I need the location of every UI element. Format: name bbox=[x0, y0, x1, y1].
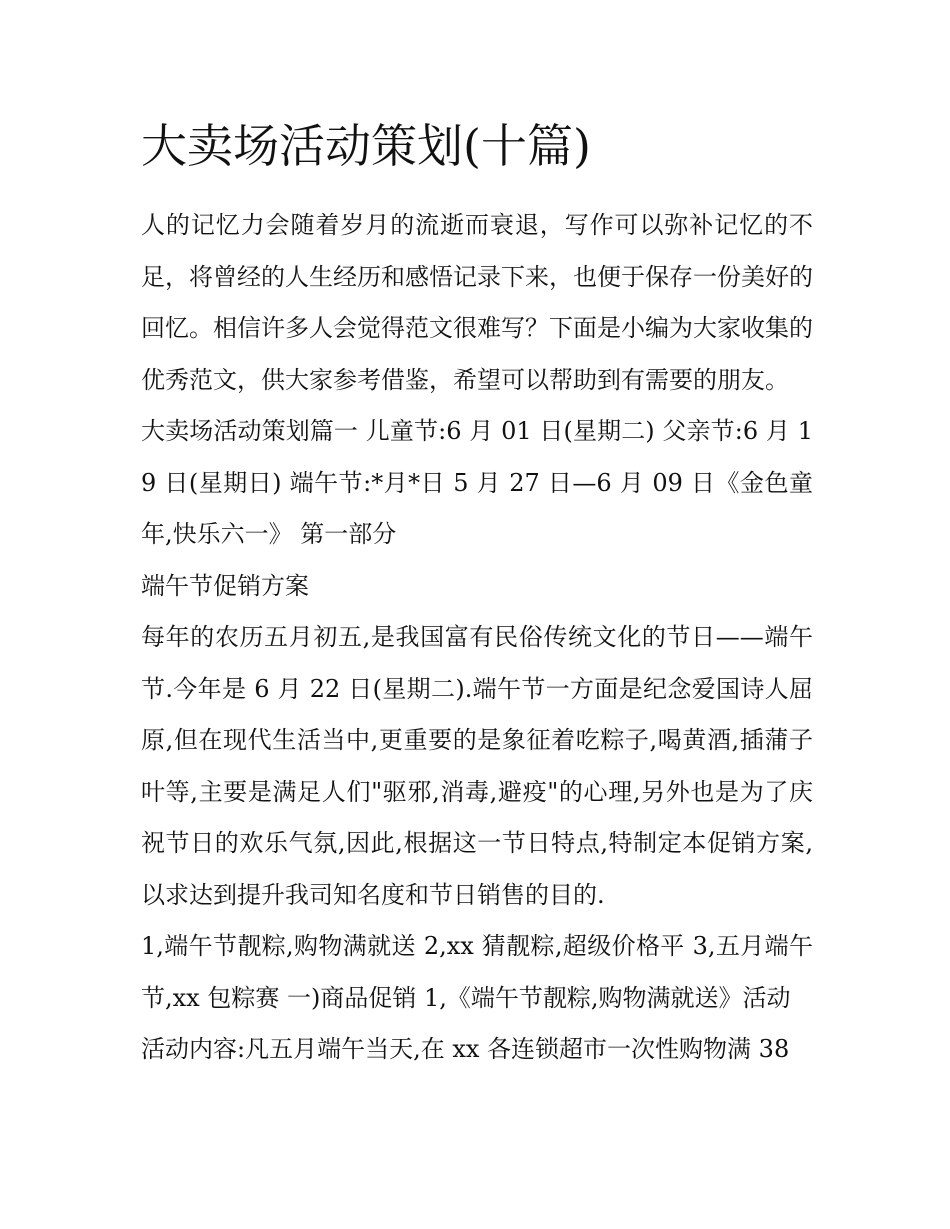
section-one-heading-paragraph: 大卖场活动策划篇一 儿童节:6 月 01 日(星期二) 父亲节:6 月 19 日(星期日) 端午节:*月*日 5 月 27 日—6 月 09 日《金色童年,快乐六一》 第一部分 bbox=[141, 417, 813, 548]
promotion-items-paragraph: 1,端午节靓粽,购物满就送 2,xx 猜靓粽,超级价格平 3,五月端午节,xx 包粽赛 一)商品促销 1,《端午节靓粽,购物满就送》活动 bbox=[141, 932, 813, 1012]
activity-content-paragraph: 活动内容:凡五月端午当天,在 xx 各连锁超市一次性购物满 38 bbox=[141, 1035, 790, 1063]
document-body bbox=[141, 112, 813, 1076]
document-title: 大卖场活动策划(十篇) bbox=[141, 119, 591, 173]
intro-paragraph: 人的记忆力会随着岁月的流逝而衰退，写作可以弥补记忆的不足，将曾经的人生经历和感悟记录下来，也便于保存一份美好的回忆。相信许多人会觉得范文很难写？下面是小编为大家收集的优秀范文，供大家参考借鉴，希望可以帮助到有需要的朋友。 bbox=[141, 211, 813, 394]
festival-background-paragraph: 每年的农历五月初五,是我国富有民俗传统文化的节日——端午节.今年是 6 月 22 日(星期二).端午节一方面是纪念爱国诗人屈原,但在现代生活当中,更重要的是象征着吃粽子,喝黄酒,插蒲子叶等,主要是满足人们"驱邪,消毒,避疫"的心理,另外也是为了庆祝节日的欢乐气氛,因此,根据这一节日特点,特制定本促销方案,以求达到提升我司知名度和节日销售的目的. bbox=[141, 623, 813, 909]
plan-subtitle: 端午节促销方案 bbox=[141, 571, 309, 600]
